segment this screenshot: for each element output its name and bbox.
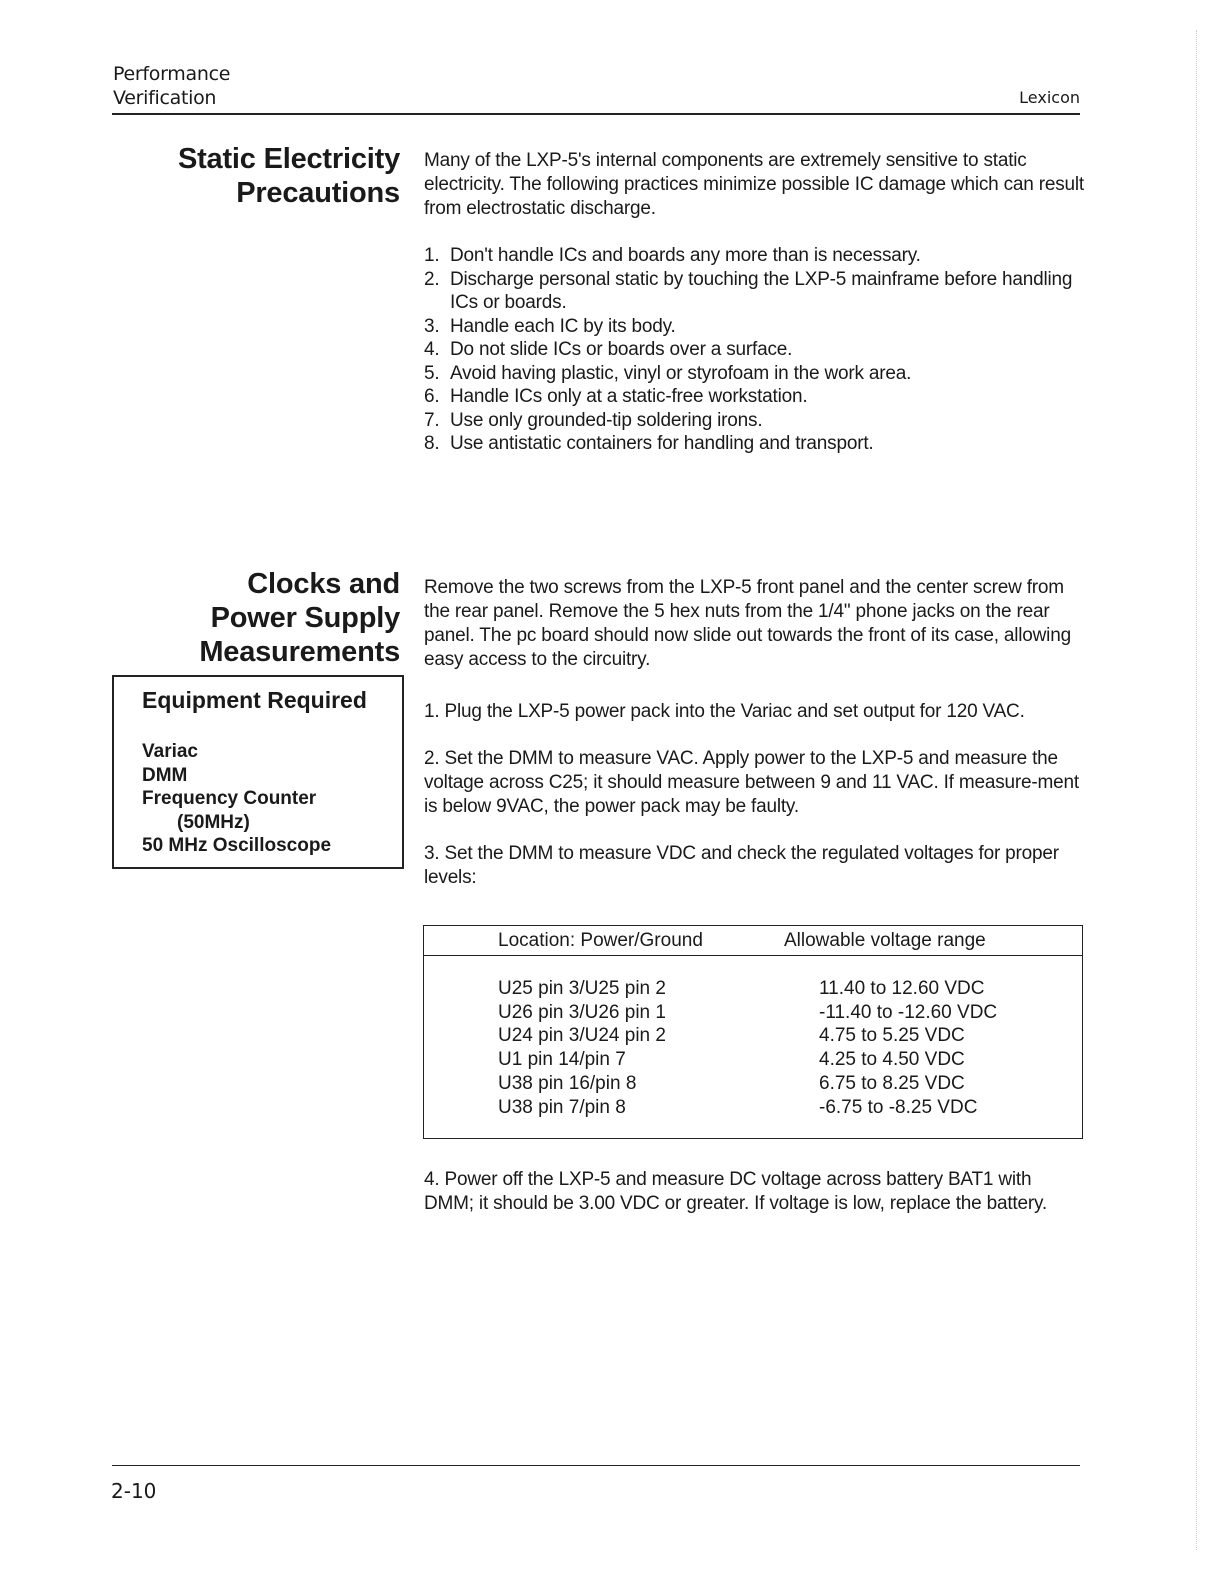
table-cell-range: -11.40 to -12.60 VDC [819, 1001, 998, 1023]
list-item-number: 7. [424, 409, 440, 431]
list-item [424, 385, 1074, 409]
list-item-text: Do not slide ICs or boards over a surface. [450, 339, 793, 360]
scan-edge-marks [1196, 30, 1213, 1550]
static-intro-paragraph: Many of the LXP-5's internal components are extremely sensitive to static electricity. The following practices minimize possible IC damage which can result from electrostatic discharge. [424, 150, 1084, 219]
step-4-paragraph: 4. Power off the LXP-5 and measure DC voltage across battery BAT1 with DMM; it should be 3.00 VDC or greater. If voltage is low, replace the battery. [424, 1169, 1047, 1214]
list-item [424, 432, 1074, 456]
page-number: 2-10 [111, 1479, 157, 1503]
range-column [819, 977, 997, 1119]
step-3-paragraph: 3. Set the DMM to measure VDC and check the regulated voltages for proper levels: [424, 843, 1059, 888]
list-item-number: 1. [424, 245, 440, 266]
list-item-number: 8. [424, 433, 440, 454]
clocks-intro-paragraph: Remove the two screws from the LXP-5 front panel and the center screw from the rear panel. Remove the 5 hex nuts from the 1/4" phone jacks on the rear panel. The pc board should now slide out towards the front of its case, allowing easy access to the circuitry. [424, 577, 1071, 670]
table-cell-range: 11.40 to 12.60 VDC [819, 978, 985, 999]
brand-name: Lexicon [1019, 88, 1080, 107]
step-2-paragraph: 2. Set the DMM to measure VAC. Apply power to the LXP-5 and measure the voltage across C25; it should measure between 9 and 11 VAC. If measure-ment is below 9VAC, the power pack may be faulty. [424, 748, 1079, 817]
table-cell-range: 6.75 to 8.25 VDC [819, 1072, 965, 1094]
footer-divider [112, 1465, 1080, 1466]
list-item [424, 409, 1074, 433]
section-title-line2: Verification [113, 87, 217, 109]
clocks-heading-line1: Clocks and [247, 568, 400, 600]
table-cell-location: U38 pin 7/pin 8 [498, 1096, 626, 1118]
list-item-number: 2. [424, 268, 440, 290]
section-header [113, 62, 230, 110]
equipment-item: Frequency Counter [142, 788, 317, 810]
list-item-text: Discharge personal static by touching the LXP-5 mainframe before handling ICs or boards. [450, 268, 1073, 313]
table-cell-location: U38 pin 16/pin 8 [498, 1072, 637, 1094]
table-cell-range: 4.25 to 4.50 VDC [819, 1049, 965, 1071]
static-heading-line2: Precautions [236, 177, 400, 209]
clocks-power-heading [199, 567, 400, 669]
list-item [424, 315, 1074, 339]
list-item-text: Use only grounded-tip soldering irons. [450, 409, 763, 431]
section-title-line1: Performance [113, 63, 231, 85]
clocks-heading-line3: Measurements [199, 636, 400, 668]
table-cell-range: 4.75 to 5.25 VDC [819, 1025, 965, 1047]
list-item-text: Handle ICs only at a static-free workstation. [450, 386, 808, 407]
table-header-location: Location: Power/Ground [498, 930, 703, 951]
header-divider [112, 113, 1080, 115]
list-item [424, 244, 1074, 268]
table-cell-location: U24 pin 3/U24 pin 2 [498, 1025, 666, 1047]
equipment-list [142, 740, 331, 858]
list-item-text: Avoid having plastic, vinyl or styrofoam in the work area. [450, 362, 912, 384]
list-item [424, 338, 1074, 362]
table-header-divider [424, 955, 1082, 956]
table-header-range: Allowable voltage range [784, 930, 986, 951]
static-precautions-heading [178, 142, 400, 210]
list-item [424, 268, 1074, 315]
list-item-number: 3. [424, 315, 440, 337]
list-item-number: 4. [424, 339, 440, 360]
step-1-paragraph: 1. Plug the LXP-5 power pack into the Variac and set output for 120 VAC. [424, 701, 1025, 722]
table-cell-location: U25 pin 3/U25 pin 2 [498, 978, 666, 999]
equipment-item: DMM [142, 764, 188, 786]
precautions-list [424, 244, 1074, 456]
equipment-item: Variac [142, 741, 198, 762]
list-item-text: Don't handle ICs and boards any more than is necessary. [450, 245, 921, 266]
table-cell-location: U1 pin 14/pin 7 [498, 1049, 626, 1071]
clocks-heading-line2: Power Supply [210, 602, 400, 634]
table-cell-range: -6.75 to -8.25 VDC [819, 1096, 978, 1118]
static-heading-line1: Static Electricity [177, 143, 400, 175]
list-item-text: Handle each IC by its body. [450, 315, 676, 337]
voltage-table [423, 925, 1083, 1139]
equipment-required-box [112, 675, 404, 869]
location-column [498, 977, 666, 1119]
list-item-number: 6. [424, 386, 440, 407]
list-item-text: Use antistatic containers for handling and transport. [450, 433, 874, 454]
table-cell-location: U26 pin 3/U26 pin 1 [498, 1001, 666, 1023]
equipment-item-note: (50MHz) [177, 811, 250, 833]
list-item-number: 5. [424, 362, 440, 384]
list-item [424, 362, 1074, 386]
equipment-title: Equipment Required [142, 687, 367, 713]
equipment-item: 50 MHz Oscilloscope [142, 835, 332, 857]
